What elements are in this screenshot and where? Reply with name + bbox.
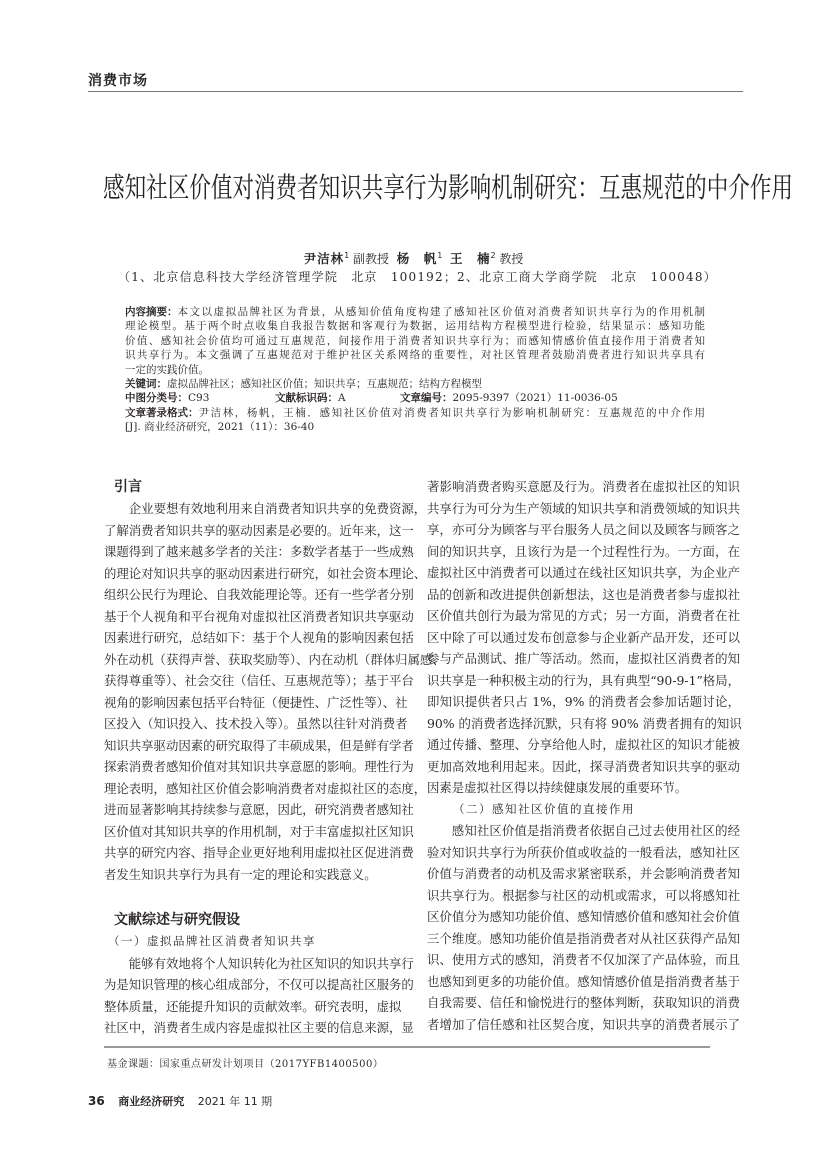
- right-column: [427, 476, 740, 1035]
- paragraph: [427, 476, 740, 799]
- abstract-label: 内容摘要：: [125, 306, 178, 318]
- classification-row: [125, 391, 705, 405]
- text-line: 也感知到更多的功能价值。感知情感价值是指消费者基于: [427, 973, 740, 989]
- text-line: 社区中，消费者生成内容是虚拟社区主要的信息来源，显: [104, 1020, 414, 1035]
- text-line: 知识共享驱动因素的研究取得了丰硕成果，但是鲜有学者: [104, 737, 414, 753]
- text-line: 共享行为可分为生产领域的知识共享和消费领域的知识共: [427, 500, 740, 516]
- page-footer: [88, 1093, 272, 1109]
- text-line: 区中除了可以通过发布创意参与企业新产品开发，还可以: [427, 629, 740, 645]
- text-line: 企业要想有效地利用来自消费者知识共享的免费资源，: [128, 501, 427, 516]
- author-name: 杨 帆: [396, 251, 438, 266]
- text-line: 区价值分为感知功能价值、感知情感价值和感知社会价值: [427, 909, 740, 924]
- text-line: 品的创新和改进提供创新想法，这也是消费者参与虚拟社: [427, 586, 740, 602]
- subsection-heading: （一）虚拟品牌社区消费者知识共享: [108, 934, 316, 948]
- authors: [0, 249, 827, 267]
- text-line: 即知识提供者只占 1%，9% 的消费者会参加话题讨论，: [427, 694, 740, 709]
- text-line: 因素是虚拟社区得以持续健康发展的重要环节。: [427, 780, 688, 795]
- text-line: 基于个人视角和平台视角对虚拟社区消费者知识共享驱动: [104, 608, 414, 624]
- text-line: 课题得到了越来越多学者的关注：多数学者基于一些成熟: [104, 544, 414, 559]
- text-line: 享，亦可分为顾客与平台服务人员之间以及顾客与顾客之: [427, 522, 740, 537]
- fund-footnote: 基金课题：国家重点研发计划项目（2017YFB1400500）: [107, 1059, 384, 1070]
- text-line: 因素进行研究，总结如下：基于个人视角的影响因素包括: [104, 630, 414, 645]
- text-line: 视角的影响因素包括平台特征（便捷性、广泛性等）、社: [104, 694, 408, 710]
- section-gap: [104, 885, 396, 909]
- citation-line: [J]. 商业经济研究，2021（11）：36-40: [125, 421, 315, 434]
- section-heading: 引言: [114, 479, 142, 495]
- section-header: 消费市场: [88, 73, 148, 89]
- abstract-block: [125, 305, 705, 435]
- text-line: 理论表明，感知社区价值会影响消费者对虚拟社区的态度，: [104, 780, 427, 796]
- text-line: 自我需要、信任和愉悦进行的整体判断，获取知识的消费: [427, 995, 740, 1010]
- text-line: 者发生知识共享行为具有一定的理论和实践意义。: [104, 866, 377, 882]
- footnote-rule: [104, 1046, 710, 1048]
- text-line: 90% 的消费者选择沉默，只有将 90% 消费者拥有的知识: [427, 715, 742, 731]
- citation-label: 文章著录格式：: [125, 406, 199, 419]
- clc-value: C93: [188, 392, 210, 405]
- paragraph: [427, 820, 740, 1035]
- paragraph: [104, 953, 414, 1039]
- text-line: 更加高效地利用起来。因此，探寻消费者知识共享的驱动: [427, 758, 740, 774]
- article-no-value: 2095-9397（2021）11-0036-05: [452, 392, 618, 405]
- text-line: 识、使用方式的感知，消费者不仅加深了产品体验，而且: [427, 952, 740, 967]
- abstract-line: 理论模型。基于两个时点收集自我报告数据和客观行为数据，运用结构方程模型进行检验，结果显示：感知功能: [125, 320, 705, 333]
- abstract-line: 识共享行为。本文强调了互惠规范对于维护社区关系网络的重要性，对社区管理者鼓励消费者进行知识共享具有: [125, 349, 705, 362]
- doc-code-label: 文献标识码：: [275, 392, 338, 405]
- text-line: 整体质量，还能提升知识的贡献效率。研究表明，虚拟: [104, 998, 402, 1014]
- text-line: 了解消费者知识共享的驱动因素是必要的。近年来，这一: [104, 522, 414, 538]
- text-line: 共享的研究内容、指导企业更好地利用虚拟社区促进消费: [104, 845, 414, 860]
- author-role: 教授: [499, 252, 524, 266]
- abstract-line: 价值、感知社会价值均可通过互惠规范，间接作用于消费者知识共享行为；而感知情感价值直接作用于消费者知: [125, 334, 705, 347]
- text-line: 探索消费者感知价值对其知识共享意愿的影响。理性行为: [104, 759, 414, 774]
- article-title: [0, 166, 827, 206]
- author-name: 尹洁林: [303, 251, 345, 266]
- text-line: 识共享行为。根据参与社区的动机或需求，可以将感知社: [427, 887, 740, 903]
- text-line: 间的知识共享，且该行为是一个过程性行为。一方面，在: [427, 543, 740, 559]
- keywords-label: 关键词：: [125, 378, 167, 391]
- abstract-line: 一定的实践价值。: [125, 363, 209, 376]
- article-title-text: 感知社区价值对消费者知识共享行为影响机制研究：互惠规范的中介作用: [103, 171, 793, 204]
- keywords-value: 虚拟品牌社区；感知社区价值；知识共享；互惠规范；结构方程模型: [167, 378, 482, 391]
- text-line: 获得尊重等）、社会交往（信任、互惠规范等）；基于平台: [104, 673, 414, 688]
- text-line: 识共享是一种积极主动的行为，具有典型“90-9-1”格局，: [427, 672, 740, 688]
- affiliations: （1、北京信息科技大学经济管理学院 北京 100192；2、北京工商大学商学院 北京 100048）: [118, 270, 717, 284]
- abstract-first-line: [125, 305, 705, 319]
- journal-name: 商业经济研究: [118, 1095, 185, 1108]
- text-line: 区价值共创行为最为常见的方式；另一方面，消费者在社: [427, 608, 740, 623]
- author-sup: 2: [490, 251, 496, 260]
- paragraph: [104, 498, 445, 885]
- citation-line: 尹洁林，杨帆，王楠．感知社区价值对消费者知识共享行为影响机制研究：互惠规范的中介作用: [198, 406, 705, 419]
- issue: 2021 年 11 期: [197, 1095, 273, 1108]
- abstract-line: 本文以虚拟品牌社区为背景，从感知价值角度构建了感知社区价值对消费者知识共享行为的作用机制: [177, 306, 705, 318]
- left-column: [104, 476, 445, 1039]
- author-sup: 1: [344, 251, 350, 260]
- clc-label: 中图分类号：: [125, 392, 188, 405]
- text-line: 验对知识共享行为所获价值或收益的一般看法，感知社区: [427, 844, 740, 860]
- text-line: 为是知识管理的核心组成部分，不仅可以提高社区服务的: [104, 977, 414, 992]
- author-name: 王 楠: [449, 251, 491, 266]
- text-line: 著影响消费者购买意愿及行为。消费者在虚拟社区的知识: [427, 479, 740, 494]
- text-line: 价值与消费者的动机及需求紧密联系，并会影响消费者知: [427, 866, 740, 881]
- text-line: 感知社区价值是指消费者依据自己过去使用社区的经: [451, 823, 740, 838]
- section-heading: 文献综述与研究假设: [114, 912, 240, 928]
- text-line: 者增加了信任感和社区契合度，知识共享的消费者展示了: [427, 1016, 740, 1032]
- doc-code-value: A: [338, 392, 346, 405]
- text-line: 三个维度。感知功能价值是指消费者对从社区获得产品知: [427, 930, 740, 946]
- article-no-label: 文章编号：: [400, 392, 453, 405]
- text-line: 虚拟社区中消费者可以通过在线社区知识共享，为企业产: [427, 565, 740, 580]
- header-rule: [88, 91, 743, 92]
- text-line: 的理论对知识共享的驱动因素进行研究，如社会资本理论、: [104, 565, 427, 581]
- text-line: 通过传播、整理、分享给他人时，虚拟社区的知识才能被: [427, 737, 740, 752]
- text-line: 进而显著影响其持续参与意愿，因此，研究消费者感知社: [104, 802, 414, 817]
- keywords: [125, 377, 705, 391]
- page-number: 36: [88, 1094, 105, 1108]
- author-role: 副教授: [353, 252, 390, 266]
- subsection-heading: （二）感知社区价值的直接作用: [453, 801, 635, 816]
- text-line: 外在动机（获得声誉、获取奖励等）、内在动机（群体归属感、: [104, 651, 445, 667]
- text-line: 参与产品测试、推广等活动。然而，虚拟社区消费者的知: [427, 651, 740, 666]
- text-line: 区投入（知识投入、技术投入等）。虽然以往针对消费者: [104, 716, 408, 731]
- text-line: 区价值对其知识共享的作用机制，对于丰富虚拟社区知识: [104, 823, 414, 839]
- text-line: 组织公民行为理论、自我效能理论等。还有一些学者分别: [104, 587, 414, 602]
- citation-first-line: [125, 406, 705, 420]
- text-line: 能够有效地将个人知识转化为社区知识的知识共享行: [128, 955, 414, 971]
- author-sup: 1: [437, 251, 443, 260]
